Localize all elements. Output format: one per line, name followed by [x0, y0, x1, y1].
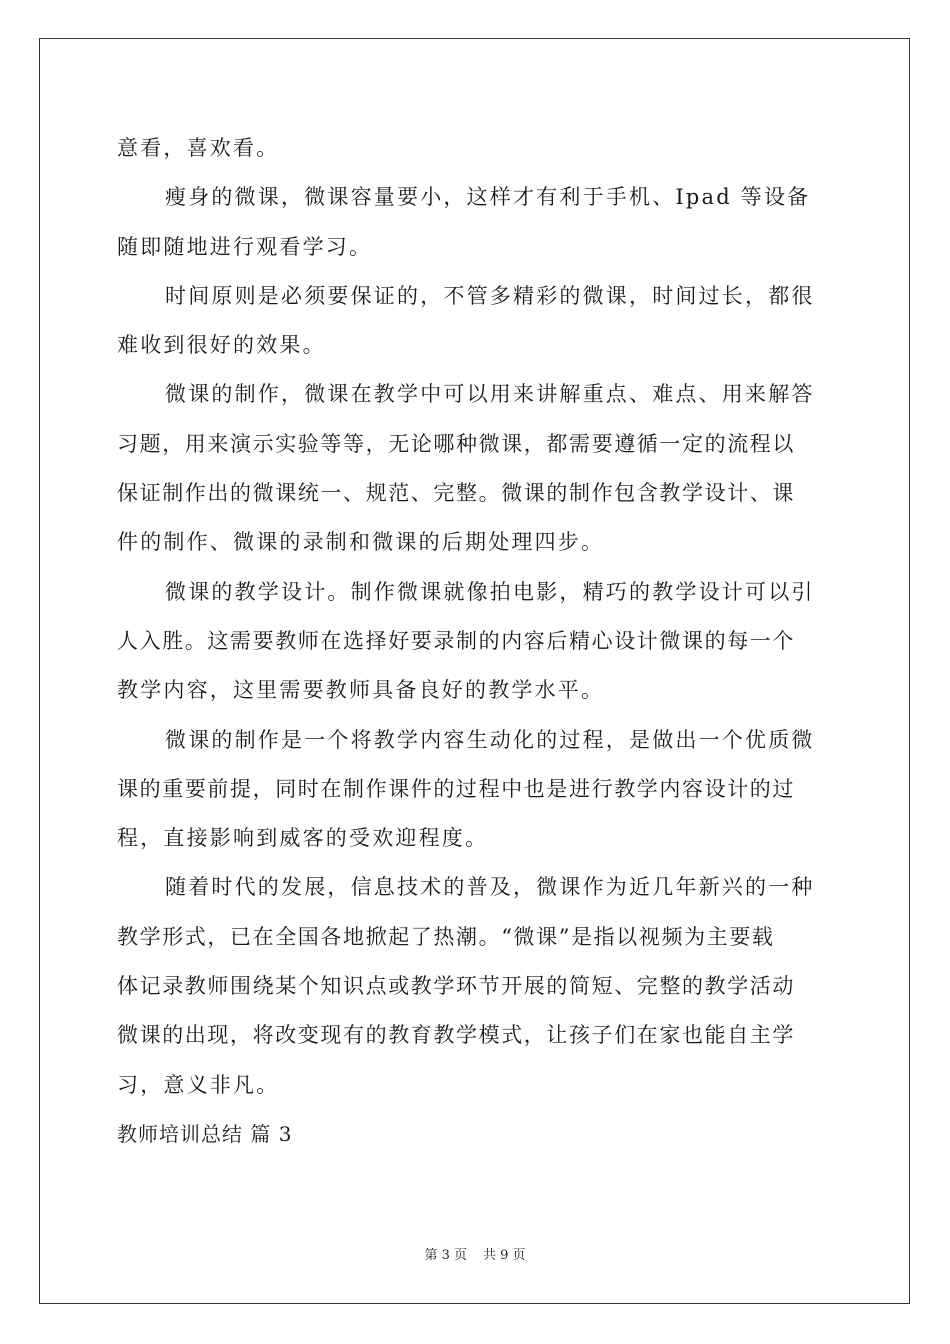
text-line: 人入胜。这需要教师在选择好要录制的内容后精心设计微课的每一个: [117, 628, 795, 653]
text-line: 习题，用来演示实验等等，无论哪种微课，都需要遵循一定的流程以: [117, 431, 795, 456]
section-heading: 教师培训总结 篇 3: [117, 1121, 293, 1146]
text-line: 课的重要前提，同时在制作课件的过程中也是进行教学内容设计的过: [117, 776, 795, 801]
paragraph-start-line: 微课的制作是一个将教学内容生动化的过程，是做出一个优质微: [165, 727, 815, 752]
paragraph-start-line: 随着时代的发展，信息技术的普及，微课作为近几年新兴的一种: [165, 875, 815, 900]
text-line: 微课的出现，将改变现有的教育教学模式，让孩子们在家也能自主学: [117, 1023, 795, 1048]
paragraph-start-line: 微课的制作，微课在教学中可以用来讲解重点、难点、用来解答: [165, 382, 815, 407]
paragraph-start-line: 微课的教学设计。制作微课就像拍电影，精巧的教学设计可以引: [165, 579, 815, 604]
page-total: 共 9 页: [483, 1248, 526, 1263]
text-line: 习，意义非凡。: [117, 1072, 280, 1097]
text-line: 体记录教师围绕某个知识点或教学环节开展的简短、完整的教学活动: [117, 974, 795, 999]
text-line: 意看，喜欢看。: [117, 136, 280, 160]
page-number: 第 3 页: [424, 1248, 467, 1263]
text-line: 教学内容，这里需要教师具备良好的教学水平。: [117, 678, 605, 703]
text-line: 件的制作、微课的录制和微课的后期处理四步。: [117, 530, 605, 555]
paragraph-start-line: 瘦身的微课，微课容量要小，这样才有利于手机、Ipad 等设备: [165, 185, 811, 210]
text-line: 教学形式，已在全国各地掀起了热潮。“微课”是指以视频为主要载: [117, 924, 775, 949]
text-line: 难收到很好的效果。: [117, 333, 326, 358]
text-line: 保证制作出的微课统一、规范、完整。微课的制作包含教学设计、课: [117, 481, 795, 506]
page-footer: [0, 1247, 950, 1265]
document-body: [117, 124, 833, 1159]
paragraph-start-line: 时间原则是必须要保证的，不管多精彩的微课，时间过长，都很: [165, 283, 815, 308]
text-line: 程，直接影响到威客的受欢迎程度。: [117, 826, 489, 851]
text-line: 随即随地进行观看学习。: [117, 234, 373, 259]
